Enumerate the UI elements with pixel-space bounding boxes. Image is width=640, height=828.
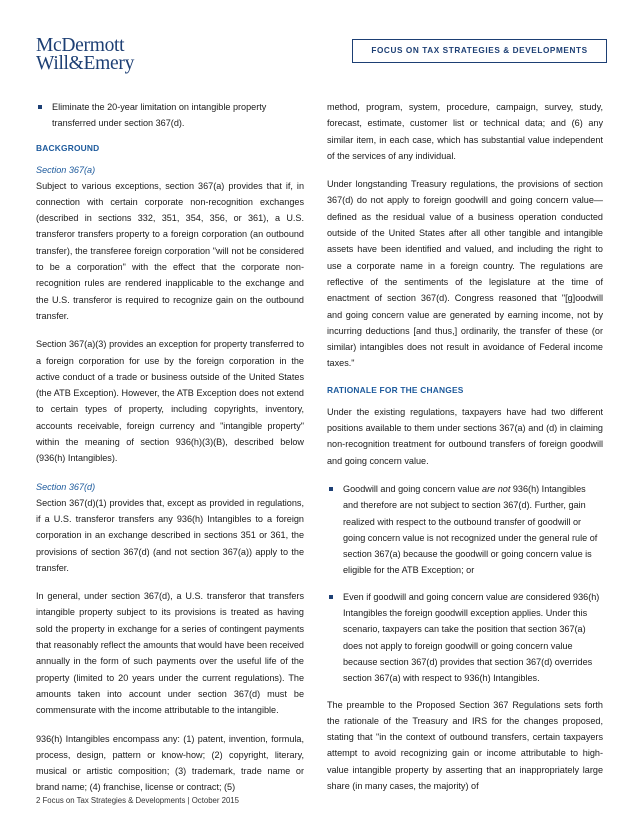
right-column — [327, 99, 603, 806]
bullet-item: Even if goodwill and going concern value are considered 936(h) Intangibles the foreign goodwill exception applies. Under this scenario, taxpayers can take the position that section 367(a) does not apply to foreign goodwill or going concern value because section 367(d) provides that section 367(d) overrides section 367(a) with respect to 936(h) Intangibles. — [327, 589, 603, 687]
left-column — [36, 99, 304, 808]
bullet-item: Eliminate the 20-year limitation on intangible property transferred under section 367(d). — [36, 99, 304, 132]
paragraph: In general, under section 367(d), a U.S. transferor that transfers intangible property subject to its provisions is treated as having sold the property in exchange for a series of contingent payments that reasonably reflect the amounts that would have been received annually in the form of such payments over the useful life of the property (limited to 20 years under the current regulations). The amounts taken into account under section 367(d) must be commensurate with the income attributable to the intangible. — [36, 591, 304, 716]
publication-banner: FOCUS ON TAX STRATEGIES & DEVELOPMENTS — [352, 39, 607, 63]
paragraph: The preamble to the Proposed Section 367 Regulations sets forth the rationale of the Treasury and IRS for the changes proposed, stating that "in the context of outbound transfers, certain taxpayers attempt to avoid recognizing gain or income attributable to high-value intangible property by asserting that an inappropriately large share (in many cases, the majority) of — [327, 699, 603, 791]
section-heading-background: BACKGROUND — [36, 142, 100, 153]
subheading-367a: Section 367(a) — [36, 164, 96, 175]
paragraph: Section 367(a)(3) provides an exception for property transferred to a foreign corporation for use by the foreign corporation in the active conduct of a trade or business outside of the United States (the ATB Exception). However, the ATB Exception does not extend to certain types of property, including copyrights, inventory, accounts receivable, foreign currency and "intangible property" within the meaning of section 936(h)(3)(B), described below (936(h) Intangibles). — [36, 339, 304, 464]
bullet-item: Goodwill and going concern value are not 936(h) Intangibles and therefore are not subject to section 367(d). Further, gain realized with respect to the outbound transfer of goodwill or going concern value is not recognized under the general rule of section 367(a) because the goodwill or going concern value is eligible for the ATB Exception; or — [327, 481, 603, 579]
paragraph: Section 367(d)(1) provides that, except as provided in regulations, if a U.S. transferor transfers any 936(h) Intangibles to a foreign corporation in an exchange described in sections 351 or 361, the provisions of section 367(d) (and not section 367(a)) apply to the transfer. — [36, 497, 304, 573]
paragraph: Subject to various exceptions, section 367(a) provides that if, in connection with certain corporate non-recognition exchanges (described in sections 332, 351, 354, 356, or 361), a U.S. transferor transfers property to a foreign corporation (an outbound transfer), the transferee foreign corporation "will not be considered to be a corporation" with the effect that the corporate non-recognition rules are rendered inapplicable to the exchange and the U.S. transferor is required to recognize gain on the outbound transfer. — [36, 180, 304, 321]
paragraph: 936(h) Intangibles encompass any: (1) patent, invention, formula, process, design, pattern or know-how; (2) copyright, literary, musical or artistic composition; (3) trademark, trade name or brand name; (4) franchise, license or contract; (5) — [36, 733, 304, 793]
firm-logo — [36, 37, 134, 73]
emphasis: are not — [482, 483, 511, 494]
page-footer: 2 Focus on Tax Strategies & Developments | October 2015 — [36, 796, 239, 805]
section-heading-rationale: RATIONALE FOR THE CHANGES — [327, 384, 464, 395]
paragraph: Under the existing regulations, taxpayers have had two different positions available to them under sections 367(a) and (d) in claiming non-recognition treatment for outbound transfers of foreign goodwill and going concern value. — [327, 406, 603, 466]
logo-line2: Will&Emery — [36, 53, 135, 74]
subheading-367d: Section 367(d) — [36, 481, 96, 492]
paragraph: Under longstanding Treasury regulations, the provisions of section 367(d) do not apply to foreign goodwill and going concern value—defined as the residual value of a business operation conducted outside of the United States after all other tangible and intangible assets have been identified and valued, and including the right to use a corporate name in a foreign country. The regulations are reflective of the sentiments of the legislature at the time of enactment of section 367(d). Congress reasoned that "[g]oodwill and going concern value are generated by earning income, not by incurring deductions [and thus,] ordinarily, the transfer of these (or similar) intangibles does not result in avoidance of Federal income taxes." — [327, 179, 603, 369]
emphasis: are — [510, 591, 524, 602]
logo-line1: McDermott — [36, 35, 125, 56]
paragraph: method, program, system, procedure, campaign, survey, study, forecast, estimate, customer list or technical data; and (6) any similar item, in each case, which has substantial value independent of the services of any individual. — [327, 102, 603, 161]
